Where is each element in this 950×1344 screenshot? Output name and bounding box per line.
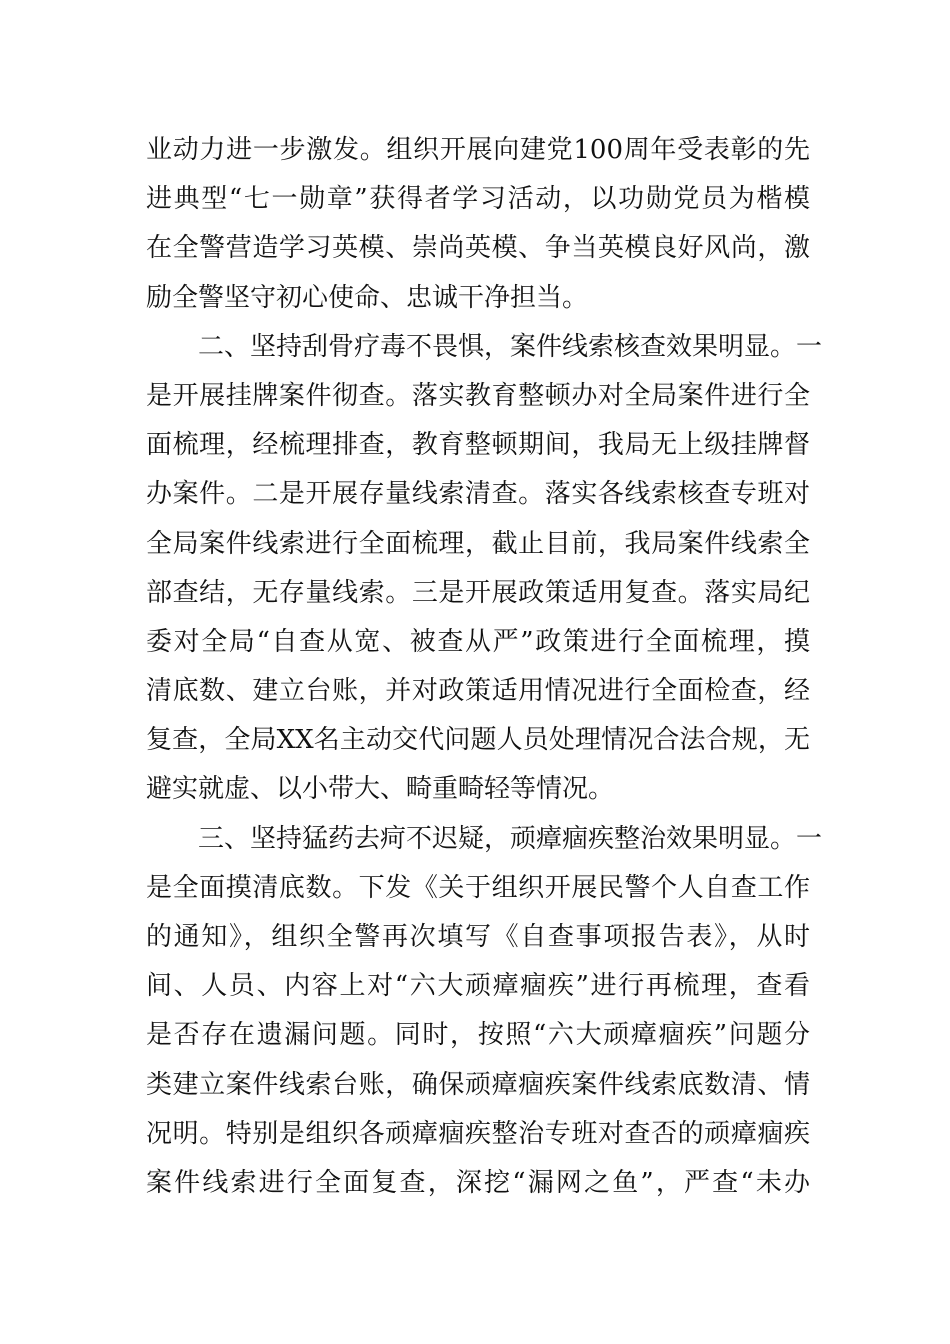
paragraph-line: 清底数、建立台账，并对政策适用情况进行全面检查，经 bbox=[146, 676, 810, 707]
paragraph-line: 是开展挂牌案件彻查。落实教育整顿办对全局案件进行全 bbox=[146, 380, 810, 411]
paragraph-line: 委对全局“自查从宽、被查从严”政策进行全面梳理，摸 bbox=[146, 626, 810, 657]
paragraph-line: 在全警营造学习英模、崇尚英模、争当英模良好风尚，激 bbox=[146, 233, 810, 264]
paragraph-line: 避实就虚、以小带大、畸重畸轻等情况。 bbox=[146, 774, 615, 805]
document-body bbox=[146, 126, 823, 1208]
paragraph-line: 的通知》，组织全警再次填写《自查事项报告表》，从时 bbox=[146, 922, 810, 952]
paragraph-line: 进典型“七一勋章”获得者学习活动，以功勋党员为楷模 bbox=[146, 184, 810, 215]
paragraph-line: 类建立案件线索台账，确保顽瘴痼疾案件线索底数清、情 bbox=[146, 1069, 810, 1100]
paragraph-line: 间、人员、内容上对“六大顽瘴痼疾”进行再梳理，查看 bbox=[146, 971, 810, 1002]
section-heading-line: 二、坚持刮骨疗毒不畏惧，案件线索核查效果明显。一 bbox=[198, 331, 823, 362]
paragraph-line: 复查，全局XX名主动交代问题人员处理情况合法合规，无 bbox=[146, 725, 810, 756]
paragraph-line: 是全面摸清底数。下发《关于组织开展民警个人自查工作 bbox=[146, 872, 810, 903]
paragraph-line: 是否存在遗漏问题。同时，按照“六大顽瘴痼疾”问题分 bbox=[146, 1020, 810, 1051]
section-heading-line: 三、坚持猛药去疴不迟疑，顽瘴痼疾整治效果明显。一 bbox=[198, 823, 823, 854]
paragraph-line: 况明。特别是组织各顽瘴痼疾整治专班对查否的顽瘴痼疾 bbox=[146, 1118, 810, 1149]
paragraph-line: 业动力进一步激发。组织开展向建党100周年受表彰的先 bbox=[146, 135, 810, 165]
paragraph-line: 部查结，无存量线索。三是开展政策适用复查。落实局纪 bbox=[146, 577, 810, 608]
paragraph-line: 案件线索进行全面复查，深挖“漏网之鱼”，严查“未办 bbox=[146, 1167, 810, 1198]
paragraph-line: 励全警坚守初心使命、忠诚干净担当。 bbox=[146, 282, 589, 313]
paragraph-line: 办案件。二是开展存量线索清查。落实各线索核查专班对 bbox=[146, 479, 810, 510]
paragraph-line: 面梳理，经梳理排查，教育整顿期间，我局无上级挂牌督 bbox=[146, 430, 810, 461]
paragraph-line: 全局案件线索进行全面梳理，截止目前，我局案件线索全 bbox=[146, 528, 810, 559]
